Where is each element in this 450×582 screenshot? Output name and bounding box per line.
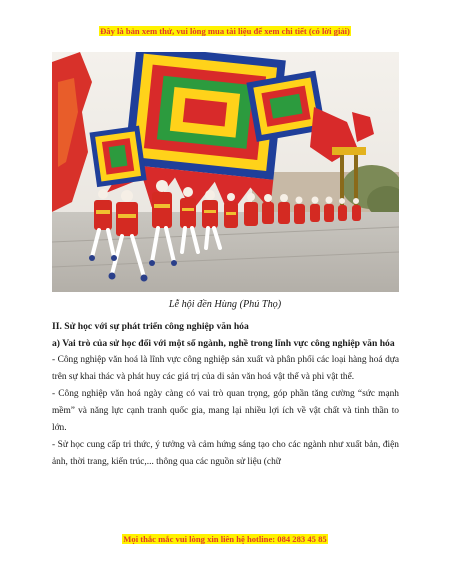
- paragraph-3: - Sử học cung cấp tri thức, ý tưởng và cảm hứng sáng tạo cho các ngành như xuất bản, điện ảnh, thời trang, kiến trúc,... thông qua các nguồn sử liệu (chữ: [52, 440, 399, 467]
- figure-caption: Lễ hội đền Hùng (Phú Thọ): [168, 299, 282, 310]
- paragraph-1: - Công nghiệp văn hoá là lĩnh vực công nghiệp sản xuất và phân phối các loại hàng hoá dựa trên sự khai thác và phát huy các giá trị của di sản văn hoá vật thể và phi vật thể.: [52, 355, 399, 382]
- hotline-notice-banner: [0, 534, 450, 545]
- paragraph-2: - Công nghiệp văn hoá ngày càng có vai trò quan trọng, góp phần tăng cường “sức mạnh mềm” và năng lực cạnh tranh quốc gia, mang lại nhiều lợi ích về vật chất và tinh thần to lớn.: [52, 389, 399, 433]
- section-heading: II. Sử học với sự phát triển công nghiệp văn hóa: [52, 321, 249, 332]
- subsection-heading: a) Vai trò của sử học đối với một số ngành, nghề trong lĩnh vực công nghiệp văn hóa: [52, 338, 395, 349]
- preview-notice-text: Đây là bản xem thử, vui lòng mua tài liệu để xem chi tiết (có lời giải): [100, 26, 350, 36]
- document-body: [52, 318, 399, 471]
- hotline-notice-text: Mọi thắc mắc vui lòng xin liên hệ hotline: 084 283 45 85: [123, 534, 327, 544]
- preview-notice-banner: [0, 26, 450, 37]
- festival-procession-icon: [52, 52, 399, 292]
- festival-photo: [52, 52, 399, 292]
